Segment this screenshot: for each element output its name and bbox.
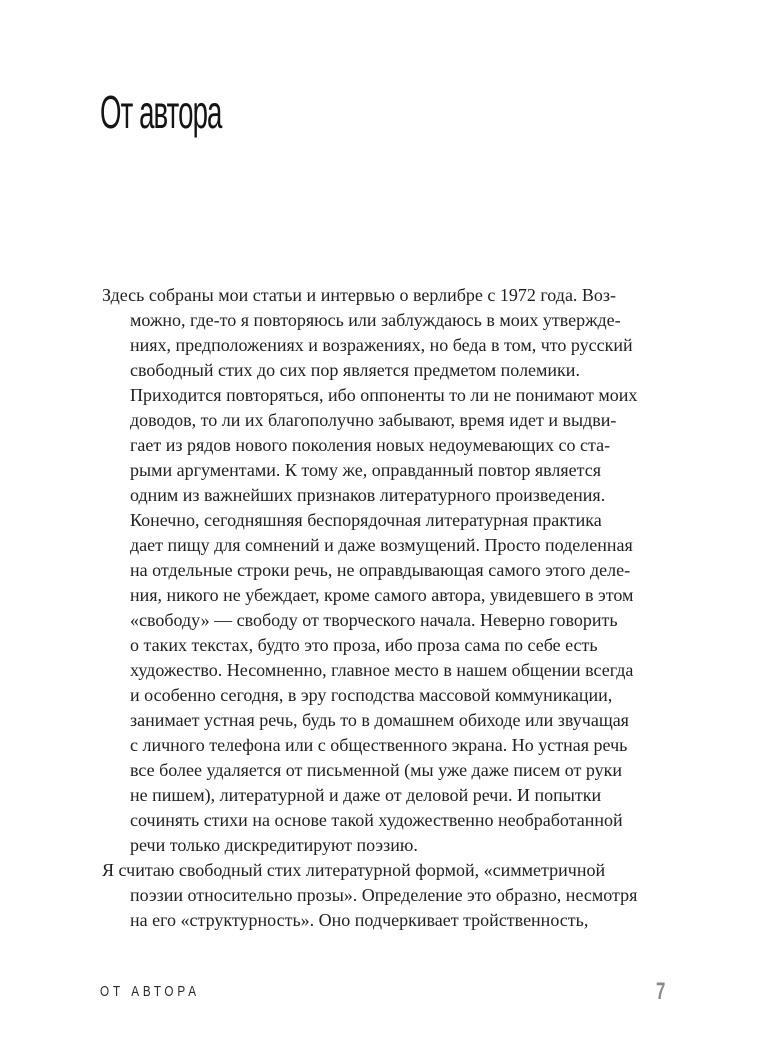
body-text <box>102 283 674 933</box>
text-line: свободный стих до сих пор является предметом полемики. <box>130 360 580 380</box>
text-line: Приходится повторяться, ибо оппоненты то ли не понимают моих <box>130 385 638 405</box>
page-number: 7 <box>656 978 666 1005</box>
running-head: ОТ АВТОРА <box>100 983 200 1000</box>
paragraph-container <box>102 283 674 933</box>
text-line: художество. Несомненно, главное место в нашем общении всегда <box>130 660 634 680</box>
paragraph <box>102 858 674 933</box>
text-line: доводов, то ли их благополучно забывают, время идет и выдви- <box>130 410 617 430</box>
text-line: все более удаляется от письменной (мы уже даже писем от руки <box>130 760 623 780</box>
text-line: ния, никого не убеждает, кроме самого автора, увидевшего в этом <box>130 585 634 605</box>
text-line: Здесь собраны мои статьи и интервью о верлибре с 1972 года. Воз- <box>102 285 617 305</box>
paragraph <box>102 283 674 858</box>
text-line: «свободу» — свободу от творческого начала. Неверно говорить <box>130 610 618 630</box>
text-line: с личного телефона или с общественного экрана. Но устная речь <box>130 735 628 755</box>
chapter-title: От автора <box>100 86 222 138</box>
text-line: Конечно, сегодняшняя беспорядочная литературная практика <box>130 510 602 530</box>
text-line: сочинять стихи на основе такой художественно необработанной <box>130 810 623 830</box>
text-line: на отдельные строки речь, не оправдывающая самого этого деле- <box>130 560 631 580</box>
text-line: речи только дискредитируют поэзию. <box>130 835 418 855</box>
text-line: не пишем), литературной и даже от деловой речи. И попытки <box>130 785 602 805</box>
text-line: поэзии относительно прозы». Определение это образно, несмотря <box>130 885 638 905</box>
text-line: ниях, предположениях и возражениях, но беда в том, что русский <box>130 335 633 355</box>
text-line: о таких текстах, будто это проза, ибо проза сама по себе есть <box>130 635 598 655</box>
text-line: на его «структурность». Оно подчеркивает тройственность, <box>130 910 589 930</box>
text-line: Я считаю свободный стих литературной формой, «симметричной <box>102 860 606 880</box>
text-line: дает пищу для сомнений и даже возмущений. Просто поделенная <box>130 535 633 555</box>
text-line: занимает устная речь, будь то в домашнем обиходе или звучащая <box>130 710 629 730</box>
text-line: одним из важнейших признаков литературного произведения. <box>130 485 606 505</box>
text-line: можно, где-то я повторяюсь или заблуждаюсь в моих утвержде- <box>130 310 621 330</box>
text-line: рыми аргументами. К тому же, оправданный повтор является <box>130 460 602 480</box>
text-line: гает из рядов нового поколения новых недоумевающих со ста- <box>130 435 611 455</box>
text-line: и особенно сегодня, в эру господства массовой коммуникации, <box>130 685 613 705</box>
